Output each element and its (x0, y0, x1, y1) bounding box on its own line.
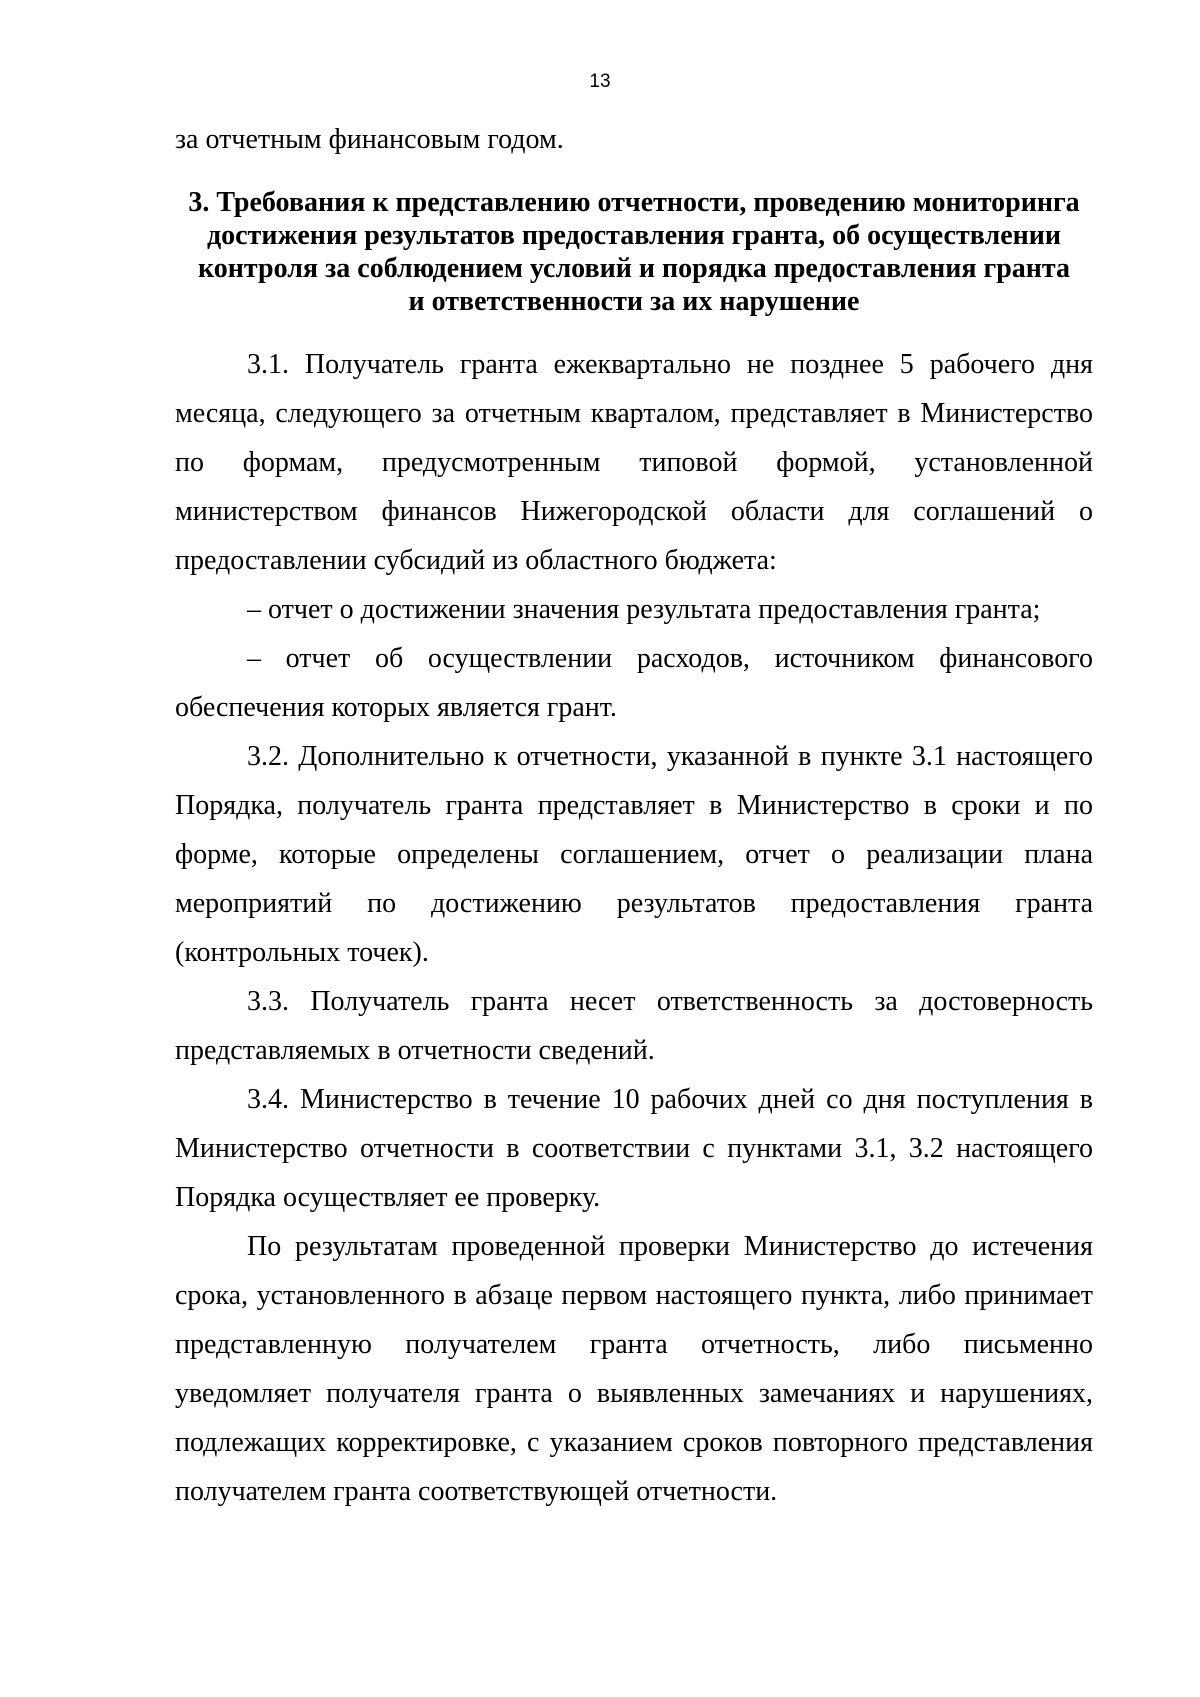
page-number: 13 (589, 71, 611, 92)
list-item-report-expenses: – отчет об осуществлении расходов, источником финансового обеспечения которых является грант. (175, 643, 1093, 723)
section-heading-line: 3. Требования к представлению отчетности, проведению мониторинга (188, 187, 1080, 218)
paragraph-3-1: 3.1. Получатель гранта ежеквартально не позднее 5 рабочего дня месяца, следующего за отчетным кварталом, представляет в Министерство по формам, предусмотренным типовой формой, установленной министерством финансов Нижегородской области для соглашений о предоставлении субсидий из областного бюджета: (175, 349, 1093, 576)
paragraph-3-2: 3.2. Дополнительно к отчетности, указанной в пункте 3.1 настоящего Порядка, получатель гранта представляет в Министерство в сроки и по форме, которые определены соглашением, отчет о реализации плана мероприятий по достижению результатов предоставления гранта (контрольных точек). (175, 741, 1093, 968)
section-heading (175, 186, 1093, 318)
section-heading-line: достижения результатов предоставления гранта, об осуществлении (206, 220, 1062, 251)
list-item-report-result: – отчет о достижении значения результата предоставления гранта; (247, 594, 1041, 625)
lead-in-text: за отчетным финансовым годом. (175, 124, 564, 155)
section-heading-line: и ответственности за их нарушение (408, 286, 860, 317)
paragraph-3-4: 3.4. Министерство в течение 10 рабочих дней со дня поступления в Министерство отчетности в соответствии с пунктами 3.1, 3.2 настоящего Порядка осуществляет ее проверку. (175, 1084, 1093, 1213)
paragraph-3-4-results: По результатам проведенной проверки Министерство до истечения срока, установленного в абзаце первом настоящего пункта, либо принимает представленную получателем гранта отчетность, либо письменно уведомляет получателя гранта о выявленных замечаниях и нарушениях, подлежащих корректировке, с указанием сроков повторного представления получателем гранта соответствующей отчетности. (175, 1231, 1093, 1507)
document-body (175, 115, 1093, 1516)
paragraph-3-3: 3.3. Получатель гранта несет ответственность за достоверность представляемых в отчетности сведений. (175, 986, 1093, 1066)
section-heading-line: контроля за соблюдением условий и порядка предоставления гранта (198, 253, 1070, 284)
